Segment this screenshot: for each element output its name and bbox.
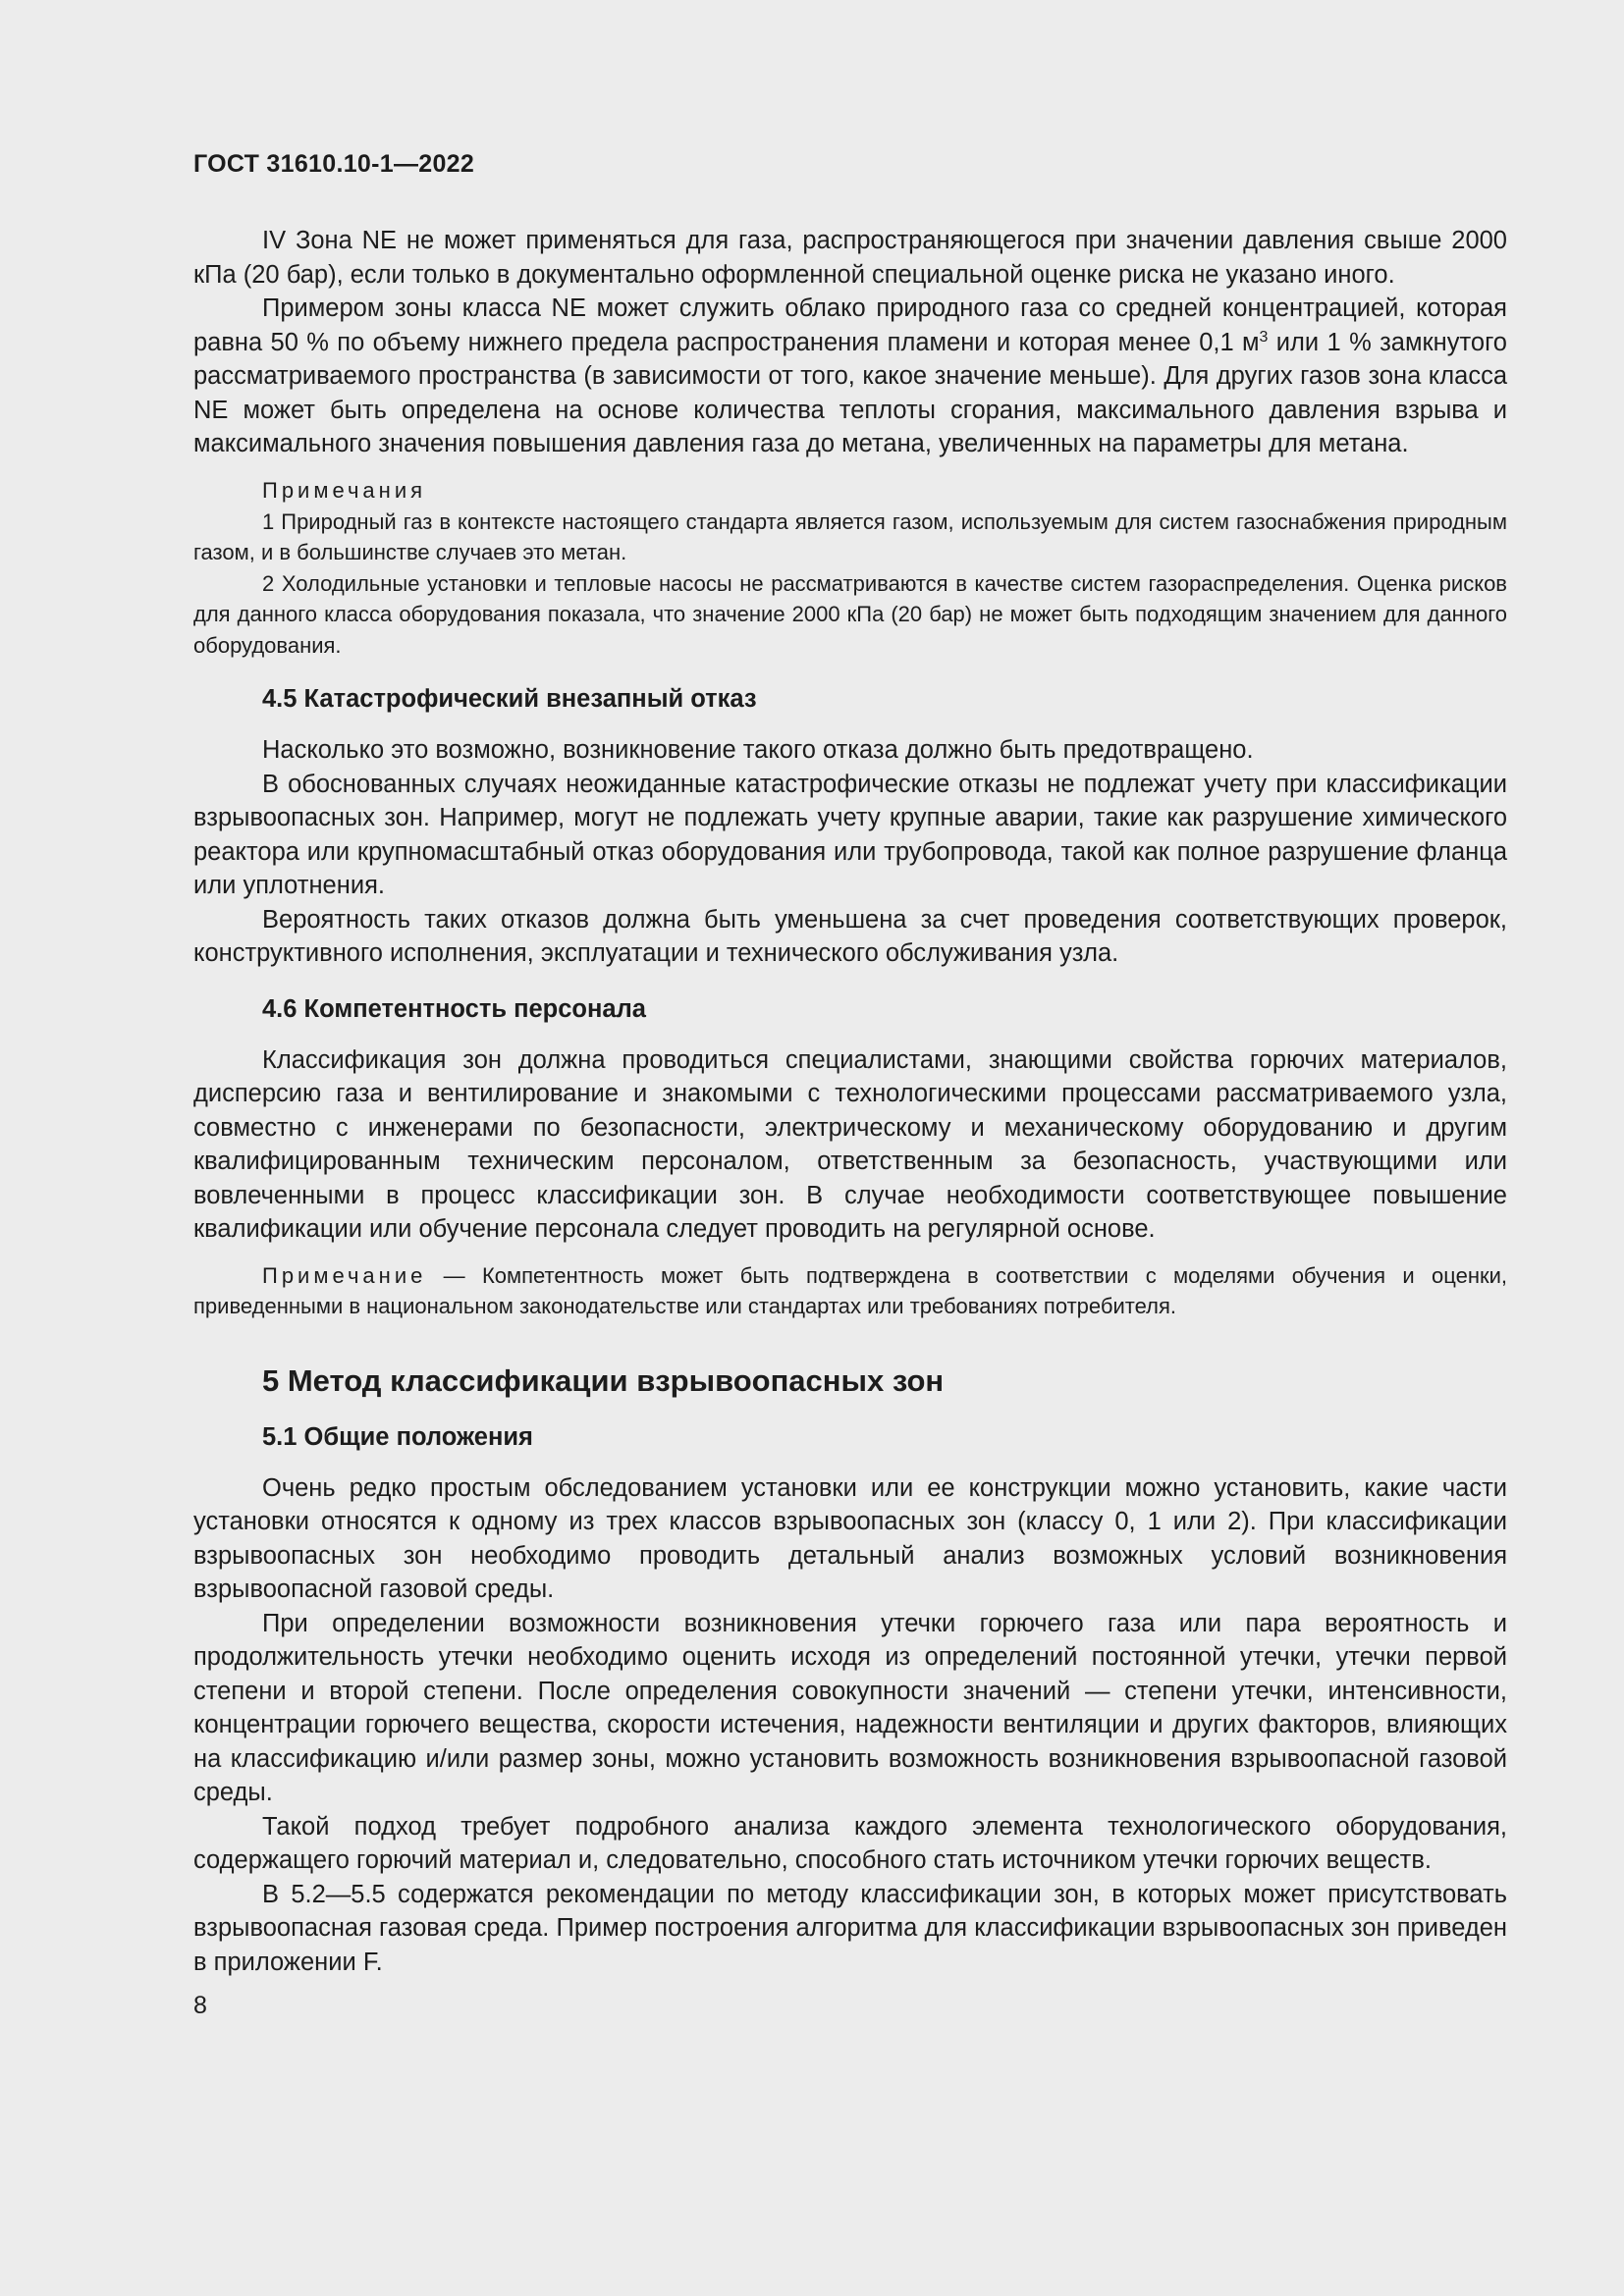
paragraph-zone-ne-example-part2: или 1 % замкнутого рассматриваемого пространства (в зависимости от того, какое значение меньше). Для других газов зона класса NE может быть определена на основе количества теплоты сгорания, максимального давления взрыва и максимального значения повышения давления газа до метана, увеличенных на параметры для метана.	[193, 328, 1507, 457]
heading-4-6: 4.6 Компетентность персонала	[262, 994, 646, 1023]
paragraph-5-1-1: Очень редко простым обследованием установки или ее конструкции можно установить, какие части установки относятся к одному из трех классов взрывоопасных зон (классу 0, 1 или 2). При классификации взрывоопасных зон необходимо проводить детальный анализ возможных условий возникновения взрывоопасной газовой среды.	[193, 1473, 1507, 1603]
heading-section-5: 5 Метод классификации взрывоопасных зон	[262, 1362, 945, 1398]
note-4-6-text: — Компетентность может быть подтверждена в соответствии с моделями обучения и оценки, приведенными в национальном законодательстве или стандартах или требованиях потребителя.	[193, 1262, 1507, 1318]
note-4-6-label: Примечание	[262, 1262, 427, 1288]
paragraph-zone-ne-pressure: IV Зона NE не может применяться для газа, распространяющегося при значении давления свыше 2000 кПа (20 бар), если только в документально оформленной специальной оценке риска не указано иного.	[193, 227, 1507, 289]
paragraph-5-1-4: В 5.2—5.5 содержатся рекомендации по методу классификации зон, в которых может присутствовать взрывоопасная газовая среда. Пример построения алгоритма для классификации взрывоопасных зон приведен в приложении F.	[193, 1880, 1507, 1976]
paragraph-4-5-1: Насколько это возможно, возникновение такого отказа должно быть предотвращено.	[262, 736, 1254, 764]
paragraph-5-1-3: Такой подход требует подробного анализа каждого элемента технологического оборудования, содержащего горючий материал и, следовательно, способного стать источником утечки горючих веществ.	[193, 1812, 1507, 1874]
paragraph-5-1-2: При определении возможности возникновения утечки горючего газа или пара вероятность и продолжительность утечки необходимо оценить исходя из определений постоянной утечки, утечки первой степени и второй степени. После определения совокупности значений — степени утечки, интенсивности, концентрации горючего вещества, скорости истечения, надежности вентиляции и других факторов, влияющих на классификацию и/или размер зоны, можно установить возможность возникновения взрывоопасной газовой среды.	[193, 1609, 1507, 1806]
paragraph-zone-ne-example-part1: Примером зоны класса NE может служить облако природного газа со средней концентрацией, которая равна 50 % по объему нижнего предела распространения пламени и которая менее 0,1 м	[193, 294, 1507, 356]
note-1: 1 Природный газ в контексте настоящего стандарта является газом, используемым для систем газоснабжения природным газом, и в большинстве случаев это метан.	[193, 508, 1507, 564]
paragraph-4-6-1: Классификация зон должна проводиться специалистами, знающими свойства горючих материалов, дисперсию газа и вентилирование и знакомыми с технологическими процессами рассматриваемого узла, совместно с инженерами по безопасности, электрическому и механическому оборудованию и другим квалифицированным техническим персоналом, ответственным за безопасность, участвующими или вовлеченными в процесс классификации зон. В случае необходимости соответствующее повышение квалификации или обучение персонала следует проводить на регулярной основе.	[193, 1045, 1507, 1243]
paragraph-zone-ne-example	[193, 292, 1507, 461]
page-number: 8	[193, 1992, 207, 2019]
paragraph-4-5-3: Вероятность таких отказов должна быть уменьшена за счет проведения соответствующих проверок, конструктивного исполнения, эксплуатации и технического обслуживания узла.	[193, 905, 1507, 967]
heading-5-1: 5.1 Общие положения	[262, 1422, 533, 1451]
document-page	[193, 147, 1507, 2022]
paragraph-4-5-2: В обоснованных случаях неожиданные катастрофические отказы не подлежат учету при классификации взрывоопасных зон. Например, могут не подлежать учету крупные аварии, такие как разрушение химического реактора или крупномасштабный отказ оборудования или трубопровода, такой как полное разрушение фланца или уплотнения.	[193, 770, 1507, 899]
superscript-cubic: 3	[1259, 328, 1269, 346]
note-4-6	[193, 1260, 1507, 1322]
note-2: 2 Холодильные установки и тепловые насосы не рассматриваются в качестве систем газораспределения. Оценка рисков для данного класса оборудования показала, что значение 2000 кПа (20 бар) не может быть подходящим значением для данного оборудования.	[193, 570, 1507, 658]
document-header: ГОСТ 31610.10-1—2022	[193, 150, 475, 178]
heading-4-5: 4.5 Катастрофический внезапный отказ	[262, 685, 757, 713]
notes-title: Примечания	[262, 477, 427, 503]
